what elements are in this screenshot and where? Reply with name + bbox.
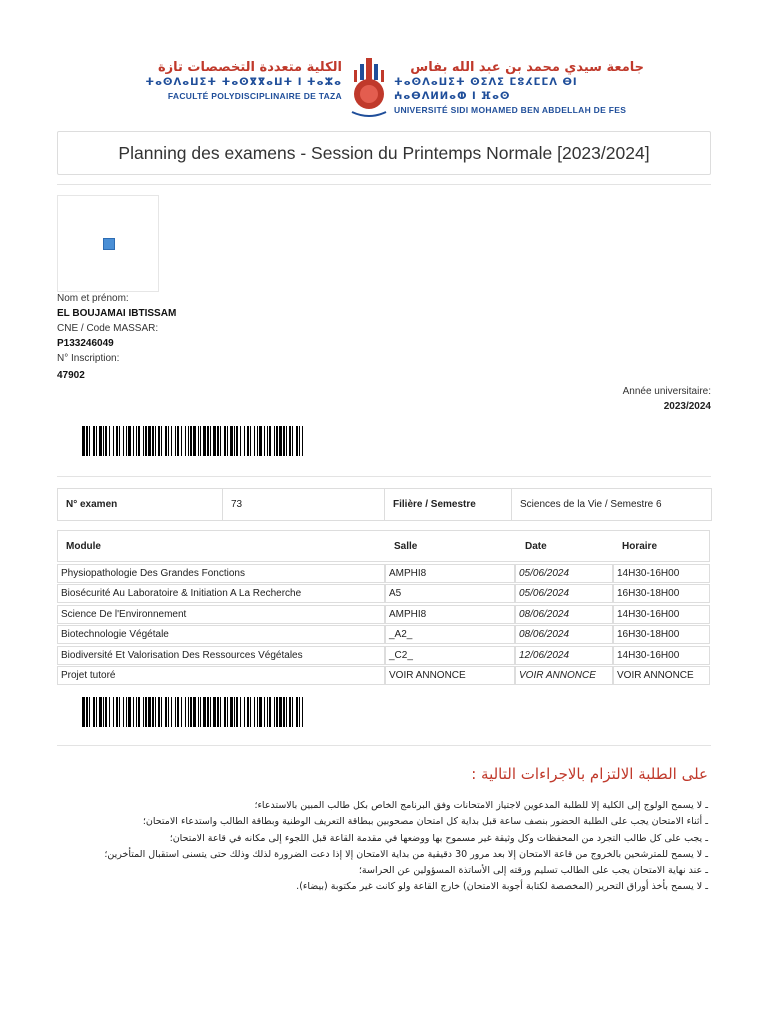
barcode-bottom [82,697,304,727]
room-cell: AMPHI8 [385,605,515,624]
schedule-table-header [57,530,710,562]
date-cell: 08/06/2024 [515,625,613,644]
table-row [57,625,710,645]
page-title: Planning des examens - Session du Printemps Normale [2023/2024] [57,131,711,175]
column-header-horaire: Horaire [622,540,658,552]
time-cell: 14H30-16H00 [613,564,710,583]
room-cell: A5 [385,584,515,603]
inscription-value: 47902 [57,370,85,381]
time-cell: VOIR ANNONCE [613,666,710,685]
rules-title: على الطلبة الالتزام بالاجراءات التالية : [471,765,708,783]
room-cell: AMPHI8 [385,564,515,583]
table-row [57,646,710,666]
cne-value: P133246049 [57,338,114,349]
column-header-salle: Salle [394,540,418,552]
column-header-module: Module [66,540,101,552]
academic-year-value: 2023/2024 [663,401,711,412]
module-cell: Projet tutoré [57,666,385,685]
date-cell: 05/06/2024 [515,564,613,583]
filiere-label: Filière / Semestre [385,489,512,520]
module-cell: Biosécurité Au Laboratoire & Initiation A La Recherche [57,584,385,603]
inscription-label: N° Inscription: [57,353,120,364]
faculty-name-french: FACULTÉ POLYDISCIPLINAIRE DE TAZA [167,91,342,101]
university-header [394,60,644,116]
university-name-arabic: جامعة سيدي محمد بن عبد الله بفاس [410,60,644,75]
university-name-tifinagh: ⵜⴰⵙⴷⴰⵡⵉⵜ ⵙⵉⴷⵉ ⵎⵓⵃⵎⵎⴷ ⴱⵏ ⵄⴰⴱⴷⵍⵍⴰⵀ ⵏ ⴼⴰⵙ [394,77,578,102]
table-row [57,605,710,625]
module-cell: Science De l'Environnement [57,605,385,624]
university-name-french: UNIVERSITÉ SIDI MOHAMED BEN ABDELLAH DE FES [394,105,627,115]
date-cell: 08/06/2024 [515,605,613,624]
divider [57,184,711,185]
exam-number-label: N° examen [58,489,223,520]
filiere-value: Sciences de la Vie / Semestre 6 [520,499,662,510]
name-label: Nom et prénom: [57,293,129,304]
rules-list [48,798,708,896]
table-row [57,666,710,686]
faculty-header [110,60,342,102]
date-cell: VOIR ANNONCE [515,666,613,685]
rule-item: ـ يجب على كل طالب التجرد من المحفظات وكل وثيقة غير مسموح بها ووضعها في مقدمة القاعة قبل اللجوء إلى مكانه في قاعة الامتحان؛ [169,832,708,844]
date-cell: 05/06/2024 [515,584,613,603]
rule-item: ـ لا يسمح بأخذ أوراق التحرير (المخصصة لكتابة أجوبة الامتحان) خارج القاعة ولو كانت غير مكتوبة (بيضاء). [296,881,708,893]
rule-item: ـ لا يسمح للمترشحين بالخروج من قاعة الامتحان إلا بعد مرور 30 دقيقية من بداية الامتحان إلا إذا دعت الضرورة لذلك وذلك حتى يتسنى استقبال المتأخرين؛ [104,848,708,860]
module-cell: Biodiversité Et Valorisation Des Ressources Végétales [57,646,385,665]
time-cell: 14H30-16H00 [613,646,710,665]
room-cell: _C2_ [385,646,515,665]
date-cell: 12/06/2024 [515,646,613,665]
rule-item: ـ عند نهاية الامتحان يجب على الطالب تسليم ورقته إلى الأساتذة المسؤولين عن الحراسة؛ [358,865,708,877]
time-cell: 16H30-18H00 [613,584,710,603]
module-cell: Physiopathologie Des Grandes Fonctions [57,564,385,583]
time-cell: 14H30-16H00 [613,605,710,624]
university-logo [346,50,392,120]
rule-item: ـ أثناء الامتحان يجب على الطلبة الحضور بنصف ساعة قبل بداية كل امتحان مصحوبين ببطاقة التعريف الوطنية وبطاقة الطالب واستدعاء الامتحان؛ [142,816,708,828]
rule-item: ـ لا يسمح الولوج إلى الكلية إلا للطلبة المدعوين لاجتياز الامتحانات وفق البرنامج الخاص بكل طالب المبين بالاستدعاء؛ [254,800,708,811]
room-cell: VOIR ANNONCE [385,666,515,685]
academic-year-label: Année universitaire: [622,386,711,397]
column-header-date: Date [525,540,547,552]
table-row [57,564,710,584]
faculty-name-tifinagh: ⵜⴰⵙⴷⴰⵡⵉⵜ ⵜⴰⵙⴳⴳⴰⵡⵜ ⵏ ⵜⴰⵣⴰ [145,77,342,88]
table-row [57,584,710,604]
cne-label: CNE / Code MASSAR: [57,323,159,334]
faculty-name-arabic: الكلية متعددة التخصصات تازة [157,60,342,75]
divider [57,476,711,477]
exam-info-row [57,488,712,521]
broken-image-icon [103,238,115,250]
module-cell: Biotechnologie Végétale [57,625,385,644]
exam-number-value: 73 [223,489,385,520]
barcode-top [82,426,304,456]
room-cell: _A2_ [385,625,515,644]
time-cell: 16H30-18H00 [613,625,710,644]
student-name: EL BOUJAMAI IBTISSAM [57,308,177,319]
divider [57,745,711,746]
